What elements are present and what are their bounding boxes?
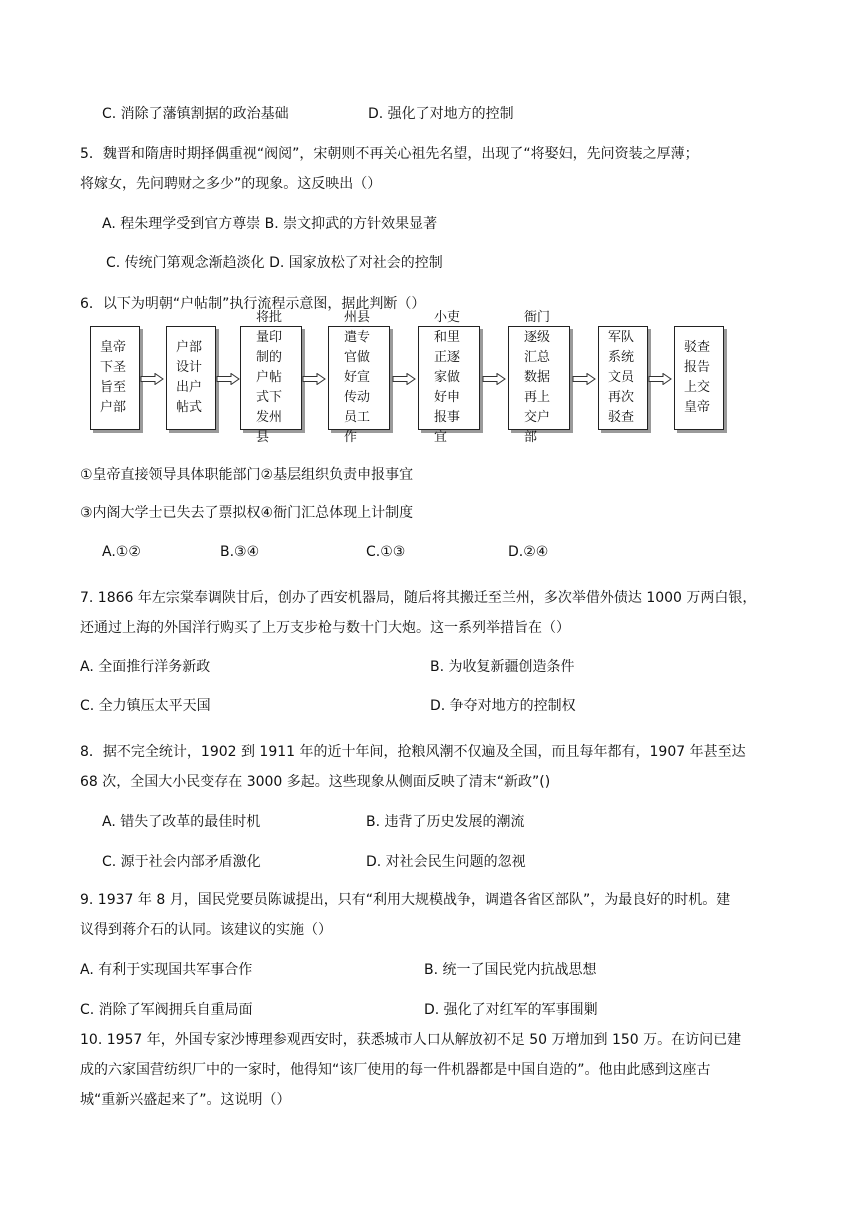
q6-stem: 6．以下为明朝“户帖制”执行流程示意图，据此判断（） [80,296,426,312]
flow-box-5-text: 小吏和里正逐家做好申报事宜 [434,310,461,445]
flow-arrow-6-icon [572,373,596,385]
q8-option-c: C. 源于社会内部矛盾激化 [102,854,261,870]
q8-option-d: D. 对社会民生问题的忽视 [366,854,526,870]
q5-stem-line2: 将嫁女，先问聘财之多少”的现象。这反映出（） [80,176,382,192]
flow-arrow-4-icon [392,373,416,385]
flow-box-4 [328,310,390,445]
flow-box-2 [166,326,216,430]
flow-box-8 [674,326,724,430]
q6-option-b: B.③④ [220,544,260,560]
household-registration-flowchart [90,310,730,445]
q8-option-b: B. 违背了历史发展的潮流 [366,814,525,830]
flow-box-3-text: 将批量印制的户帖式下发州县 [256,310,283,445]
flow-arrow-2-icon [216,373,240,385]
flow-box-6 [508,310,570,445]
q7-option-d: D. 争夺对地方的控制权 [430,698,576,714]
q5-options-ab: A. 程朱理学受到官方尊崇 B. 崇文抑武的方针效果显著 [102,216,438,232]
q6-option-c: C.①③ [366,544,406,560]
flow-box-3 [240,310,302,445]
q6-option-d: D.②④ [508,544,549,560]
flow-box-7-text: 军队系统文员再次驳查 [608,330,635,425]
flow-box-4-text: 州县遣专官做好宣传动员工作 [344,310,371,445]
q9-option-b: B. 统一了国民党内抗战思想 [424,962,597,978]
q5-stem-line1: 5．魏晋和隋唐时期择偶重视“阀阅”，宋朝则不再关心祖先名望，出现了“将娶妇，先问资装之厚薄； [80,146,699,162]
q9-stem-line1: 9. 1937 年 8 月，国民党要员陈诚提出，只有“利用大规模战争，调遣各省区部队”，为最良好的时机。建 [80,892,731,908]
q8-stem-line2: 68 次，全国大小民变存在 3000 多起。这些现象从侧面反映了清末“新政”() [80,774,551,790]
flow-box-7 [598,326,648,430]
flow-box-8-text: 驳查报告上交皇帝 [684,340,711,415]
q7-option-a: A. 全面推行洋务新政 [80,659,211,675]
q7-option-b: B. 为收复新疆创造条件 [430,659,575,675]
q8-option-a: A. 错失了改革的最佳时机 [102,814,261,830]
q9-option-d: D. 强化了对红军的军事围剿 [424,1002,598,1018]
q10-stem-line1: 10. 1957 年，外国专家沙博理参观西安时，获悉城市人口从解放初不足 50 万增加到 150 万。在访问已建 [80,1032,742,1048]
q8-stem-line1: 8．据不完全统计，1902 到 1911 年的近十年间，抢粮风潮不仅遍及全国，而且每年都有，1907 年甚至达 [80,744,746,760]
q6-option-a: A.①② [102,544,141,560]
flow-arrow-3-icon [302,373,326,385]
q4-option-c: C. 消除了藩镇割据的政治基础 [102,106,289,122]
q10-stem-line3: 城“重新兴盛起来了”。这说明（） [80,1092,291,1108]
q4-option-d: D. 强化了对地方的控制 [368,106,514,122]
q6-statements-line2: ③内阁大学士已失去了票拟权④衙门汇总体现上计制度 [80,505,414,521]
q9-stem-line2: 议得到蒋介石的认同。该建议的实施（） [80,922,332,938]
q9-option-c: C. 消除了军阀拥兵自重局面 [80,1002,253,1018]
flow-box-1 [90,326,140,430]
q5-options-cd: C. 传统门第观念渐趋淡化 D. 国家放松了对社会的控制 [106,255,443,271]
flow-arrow-1-icon [140,373,164,385]
flow-box-2-text: 户部设计出户帖式 [176,340,203,415]
q10-stem-line2: 成的六家国营纺织厂中的一家时，他得知“该厂使用的每一件机器都是中国自造的”。他由此感到这座古 [80,1062,711,1078]
flow-box-6-text: 衙门逐级汇总数据再上交户部 [524,310,551,445]
flow-box-1-text: 皇帝下圣旨至户部 [100,340,127,415]
flow-arrow-7-icon [648,373,672,385]
flow-arrow-5-icon [482,373,506,385]
q7-stem-line1: 7. 1866 年左宗棠奉调陕甘后，创办了西安机器局，随后将其搬迁至兰州，多次举借外债达 1000 万两白银， [80,590,757,606]
q7-option-c: C. 全力镇压太平天国 [80,698,211,714]
q7-stem-line2: 还通过上海的外国洋行购买了上万支步枪与数十门大炮。这一系列举措旨在（） [80,620,570,636]
q6-statements-line1: ①皇帝直接领导具体职能部门②基层组织负责申报事宜 [80,467,414,483]
flow-box-5 [418,310,480,445]
q9-option-a: A. 有利于实现国共军事合作 [80,962,253,978]
